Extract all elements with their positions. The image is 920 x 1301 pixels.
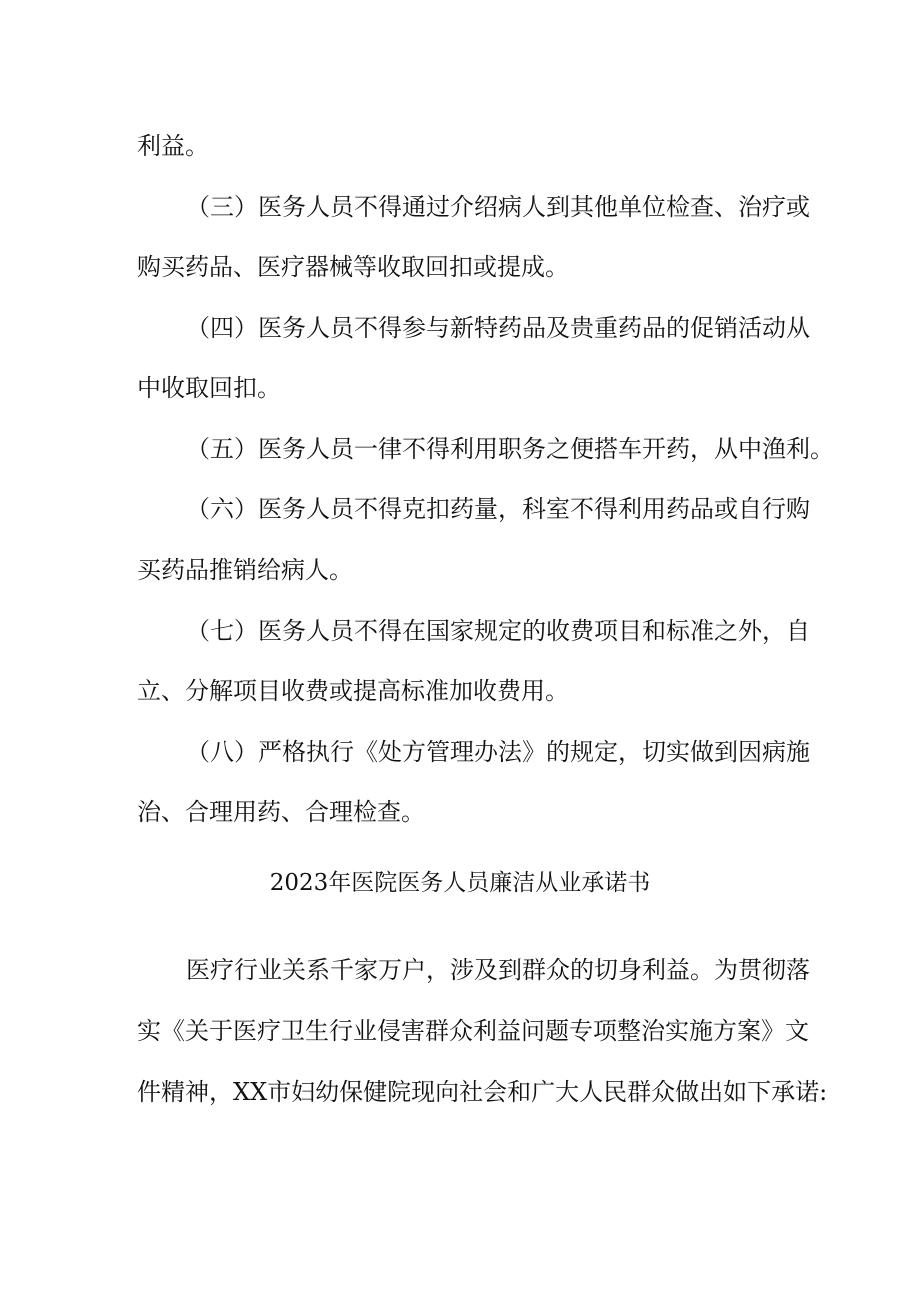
paragraph-line: （三）医务人员不得通过介绍病人到其他单位检查、治疗或 [186, 193, 810, 221]
intro-line: 实《关于医疗卫生行业侵害群众利益问题专项整治实施方案》文 [137, 1017, 809, 1045]
paragraph-line: （八）严格执行《处方管理办法》的规定，切实做到因病施 [186, 738, 810, 766]
intro-line: 医疗行业关系千家万户，涉及到群众的切身利益。为贯彻落 [186, 956, 810, 984]
paragraph-line: （四）医务人员不得参与新特药品及贵重药品的促销活动从 [186, 314, 810, 342]
paragraph-line: 利益。 [137, 132, 209, 160]
paragraph-line: 中收取回扣。 [137, 374, 281, 402]
document-title: 2023年医院医务人员廉洁从业承诺书 [269, 870, 651, 896]
paragraph-line: （五）医务人员一律不得利用职务之便搭车开药，从中渔利。 [186, 435, 834, 463]
intro-line: 件精神，XX市妇幼保健院现向社会和广大人民群众做出如下承诺: [137, 1078, 828, 1106]
paragraph-line: 购买药品、医疗器械等收取回扣或提成。 [137, 253, 569, 281]
paragraph-line: 立、分解项目收费或提高标准加收费用。 [137, 677, 569, 705]
paragraph-line: 买药品推销给病人。 [137, 556, 353, 584]
paragraph-line: （七）医务人员不得在国家规定的收费项目和标准之外，自 [186, 617, 810, 645]
paragraph-line: （六）医务人员不得克扣药量，科室不得利用药品或自行购 [186, 495, 810, 523]
paragraph-line: 治、合理用药、合理检查。 [137, 798, 425, 826]
